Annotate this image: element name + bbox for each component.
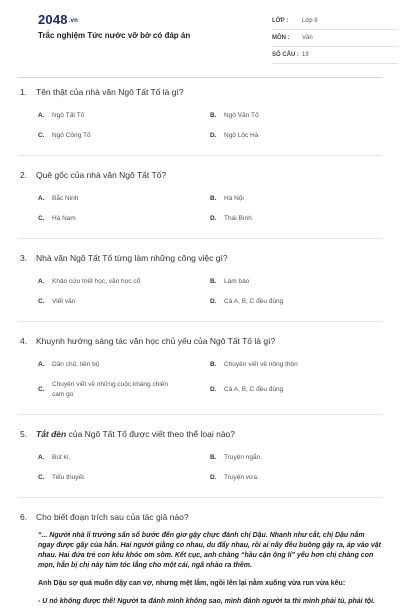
option-c[interactable]: C. Tiểu thuyết. bbox=[38, 474, 86, 481]
meta-label: SỐ CÂU : bbox=[272, 52, 299, 58]
meta-row-grade bbox=[272, 13, 398, 30]
question-6 bbox=[18, 511, 382, 607]
option-b[interactable]: B. Chuyên viết về nông thôn bbox=[210, 361, 298, 368]
question-divider bbox=[18, 238, 382, 239]
meta-label: LỚP : bbox=[272, 18, 289, 24]
question-text: Tên thật của nhà văn Ngô Tất Tố là gì? bbox=[36, 87, 184, 97]
option-c[interactable]: C. Chuyên viết về những cuộc kháng chiến cam go bbox=[38, 381, 169, 398]
question-list bbox=[18, 86, 382, 615]
meta-row-count bbox=[272, 47, 398, 64]
option-a[interactable]: A. Khảo cứu triết học, văn học cổ bbox=[38, 278, 141, 285]
question-divider bbox=[18, 497, 382, 498]
question-divider bbox=[18, 155, 382, 156]
options bbox=[18, 194, 382, 224]
meta-value: Lớp 8 bbox=[302, 18, 318, 24]
meta-value: 19 bbox=[302, 52, 309, 58]
meta-label: MÔN : bbox=[272, 35, 290, 41]
option-c[interactable]: C. Viết văn bbox=[38, 298, 76, 305]
question-1 bbox=[18, 86, 382, 141]
meta-table bbox=[272, 13, 398, 64]
option-c[interactable]: C. Hà Nam bbox=[38, 215, 76, 222]
meta-value: Văn bbox=[302, 35, 313, 41]
page-title: Trắc nghiệm Tức nước vỡ bờ có đáp án bbox=[38, 31, 191, 40]
passage-paragraph: “... Người nhà lí trưởng sấn sổ bước đến giơ gậy chực đánh chị Dậu. Nhanh như cắt, chị Dậu nắm ngay được gậy của hắn. Hai người giằng co nhau, du đẩy nhau, rồi ai nấy đều buông gậy ra, áp vào vật nhau. Hai đứa trẻ con kêu khóc om sòm. Kết cục, anh chàng “hầu cận ông lí” yếu hơn chị chàng con mọn, hắn bị chị này túm tóc lẳng cho một cái, ngã nhào ra thềm. bbox=[38, 532, 382, 569]
question-text: Cho biết đoạn trích sau của tác giả nào? bbox=[36, 512, 189, 522]
options bbox=[18, 111, 382, 141]
work-title: Tắt đèn bbox=[36, 429, 67, 439]
question-number: 6. bbox=[20, 512, 28, 522]
question-5 bbox=[18, 428, 382, 483]
options bbox=[18, 360, 382, 400]
option-b[interactable]: B. Ngô Văn Tố bbox=[210, 112, 259, 119]
option-b[interactable]: B. Làm báo bbox=[210, 278, 250, 285]
option-a[interactable]: A. Bút kí. bbox=[38, 454, 71, 461]
question-text: Tắt đèn của Ngô Tất Tố được viết theo thể loại nào? bbox=[36, 429, 236, 439]
question-number: 5. bbox=[20, 429, 28, 439]
option-c[interactable]: C. Ngô Công Tố bbox=[38, 132, 91, 139]
passage-paragraph: - U nó không được thế! Người ta đánh mình không sao, mình đánh người ta thì mình phải tù, phải tội. bbox=[38, 598, 376, 605]
question-number: 4. bbox=[20, 336, 28, 346]
passage-paragraph: Anh Dậu sợ quá muốn dậy can vợ, nhưng mệt lắm, ngồi lên lại nằm xuống vừa run vừa kêu: bbox=[38, 580, 346, 587]
meta-row-subject bbox=[272, 30, 398, 47]
question-text: Quê gốc của nhà văn Ngô Tất Tố? bbox=[36, 170, 167, 180]
options bbox=[18, 453, 382, 483]
option-a[interactable]: A. Bắc Ninh bbox=[38, 195, 79, 202]
passage bbox=[18, 531, 382, 607]
option-d[interactable]: D. Thái Bình bbox=[210, 215, 252, 222]
question-number: 2. bbox=[20, 170, 28, 180]
options bbox=[18, 277, 382, 307]
question-text: Nhà văn Ngô Tất Tố từng làm những công việc gì? bbox=[36, 253, 228, 263]
question-divider bbox=[18, 414, 382, 415]
option-b[interactable]: B. Hà Nội bbox=[210, 195, 244, 202]
question-divider bbox=[18, 321, 382, 322]
option-d[interactable]: D. Truyện vừa. bbox=[210, 474, 259, 481]
header-divider bbox=[18, 77, 382, 78]
option-d[interactable]: D. Cả A, B, C đều đúng bbox=[210, 298, 284, 305]
question-number: 3. bbox=[20, 253, 28, 263]
option-a[interactable]: A. Ngô Tất Tố bbox=[38, 112, 85, 119]
header bbox=[18, 0, 382, 68]
option-d[interactable]: D. Ngô Lộc Hà bbox=[210, 132, 259, 139]
option-a[interactable]: A. Dân chủ, tiến bộ bbox=[38, 361, 100, 368]
question-number: 1. bbox=[20, 87, 28, 97]
option-d[interactable]: D. Cả A, B, C đều đúng bbox=[210, 386, 284, 393]
brand-logo[interactable]: 2048.vn bbox=[38, 12, 79, 27]
question-4 bbox=[18, 335, 382, 400]
question-text: Khuynh hướng sáng tác văn học chủ yếu của Ngô Tất Tố là gì? bbox=[36, 336, 276, 346]
question-2 bbox=[18, 169, 382, 224]
question-3 bbox=[18, 252, 382, 307]
option-b[interactable]: B. Truyện ngắn. bbox=[210, 454, 263, 461]
